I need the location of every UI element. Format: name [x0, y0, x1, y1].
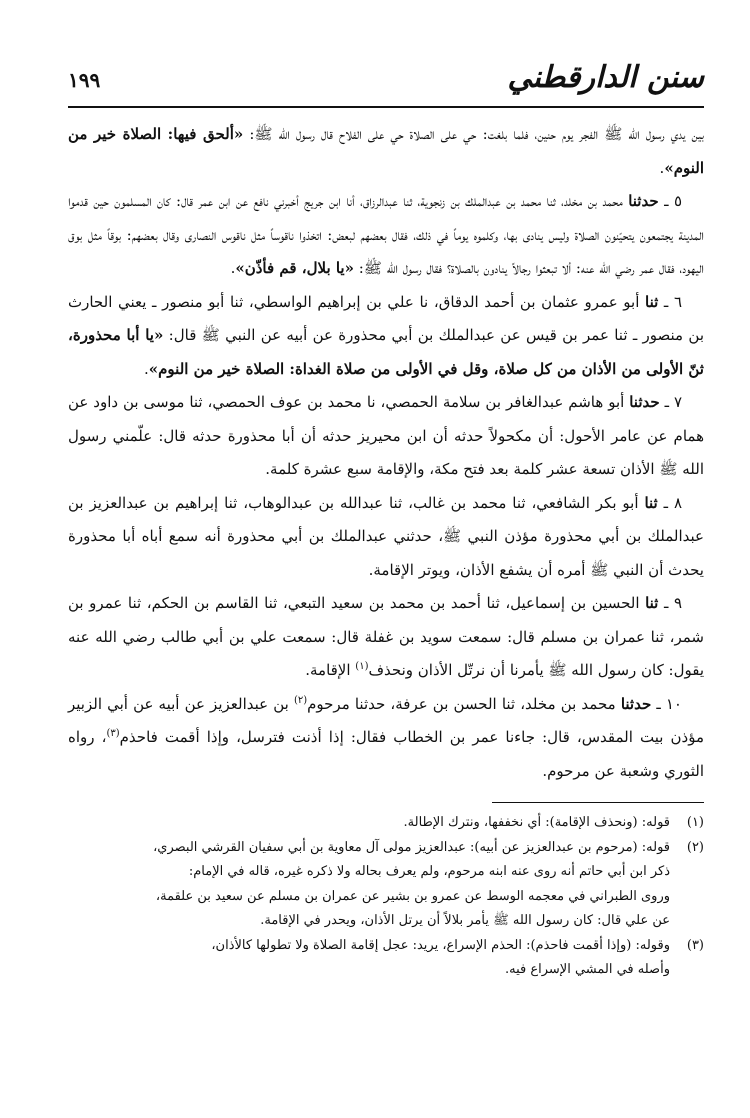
- hadith-text: بن عبدالعزيز عن أبيه عن أبي الزبير مؤذن بيت المقدس، قال: جاءنا عمر بن الخطاب فقال: إذا أذنت فترسل، وإذا أقمت فاحذم: [68, 694, 705, 746]
- footnotes: [68, 811, 704, 983]
- narration-word: ثنا: [644, 493, 658, 512]
- footnote-line: ذكر ابن أبي حاتم أنه روى عنه ابنه مرحوم، ولم يعرف بحاله ولا ذكره غيره، قاله في الإمام:: [188, 864, 670, 879]
- book-page: [68, 58, 704, 1078]
- hadith-6: [68, 286, 704, 387]
- footnote-line: وأصله في المشي الإسراع فيه.: [504, 962, 670, 977]
- hadith-number: ٥ ـ: [658, 192, 683, 210]
- hadith-10: [68, 688, 704, 789]
- narration-word: حدثنا: [620, 694, 652, 713]
- footnote-ref-2[interactable]: (٢): [293, 694, 308, 706]
- main-text: [68, 118, 704, 788]
- hadith-text-end: ، رواه الثوري وشعبة عن مرحوم.: [68, 728, 704, 780]
- footnote-ref-3[interactable]: (٣): [106, 728, 120, 739]
- hadith-quote: «يا أبا محذورة، ثنّ الأولى من الأذان من كل صلاة، وقل في الأولى من صلاة الغداة: الصلاة خير من النوم»: [68, 326, 704, 378]
- footnote-divider: [492, 802, 704, 803]
- narration-word: حدثنا: [629, 393, 660, 411]
- running-title: سنن الدارقطني: [507, 60, 704, 95]
- footnote-2: [68, 836, 704, 934]
- hadith-text: أبو هاشم عبدالغافر بن سلامة الحمصي، نا محمد بن عوف الحمصي، ثنا موسى بن داود عن همام عن عامر الأحول: أن مكحولاً حدثه أن ابن محيريز حدثه أن أبا محذورة حدثه قال: علّمني رسول الله ﷺ الأذان تسعة عشر كلمة بعد فتح مكة، والإقامة سبع عشرة كلمة.: [68, 393, 704, 478]
- footnote-text: [68, 836, 670, 934]
- footnote-ref-1[interactable]: (١): [355, 661, 369, 672]
- hadith-number: ٨ ـ: [657, 493, 682, 512]
- hadith-text: أبو بكر الشافعي، ثنا محمد بن غالب، ثنا عبدالله بن عبدالوهاب، ثنا إبراهيم بن عبدالعزيز بن عبدالملك بن أبي محذورة مؤذن النبي ﷺ، حدثني عبدالملك بن أبي محذورة أنه سمع أباه أبا محذورة يحدث أن النبي ﷺ أمره أن يشفع الأذان، ويوتر الإقامة.: [68, 493, 704, 579]
- footnote-number: (١): [686, 815, 704, 830]
- footnote-text: [68, 811, 670, 836]
- hadith-text: الحسين بن إسماعيل، ثنا أحمد بن محمد بن سعيد التبعي، ثنا القاسم بن الحكم، ثنا عمرو بن شمر، ثنا عمران بن مسلم قال: سمعت سويد بن غفلة قال: سمعت علي بن أبي طالب رضي الله عنه يقول: كان رسول الله ﷺ يأمرنا أن نرتّل الأذان ونحذف: [68, 594, 704, 679]
- footnote-number: (٣): [686, 937, 704, 953]
- footnote-line: عن علي قال: كان رسول الله ﷺ يأمر بلالاً أن يرتل الأذان، ويحدر في الإقامة.: [260, 913, 670, 928]
- hadith-quote: «يا بلال، قم فأذّن»: [235, 259, 354, 277]
- hadith-5: [68, 185, 704, 286]
- punctuation: .: [143, 359, 149, 378]
- footnote-1: [68, 811, 704, 836]
- footnote-line: وقوله: (وإذا أقمت فاحذم): الحذم الإسراع، يريد: عجل إقامة الصلاة ولا تطولها كالأذان،: [211, 937, 670, 953]
- hadith-text: محمد بن مخلد، ثنا الحسن بن عرفة، حدثنا مرحوم: [307, 694, 621, 713]
- hadith-text: محمد بن مخلد، ثنا محمد بن عبدالملك بن زنجوية، ثنا عبدالرزاق، أنا ابن جريج أخبرني نافع عن ابن عمر قال: كان المسلمون حين قدموا المدينة يجتمعون يتحيّنون الصلاة وليس ينادى بها، وكلموه يوماً في ذلك، فقال بعضهم لبعض: اتخذوا ناقوساً مثل ناقوس النصارى وقال بعضهم: بوقاً مثل بوق اليهود، فقال عمر رضي الله عنه: ألا تبعثوا رجالاً ينادون بالصلاة؟ فقال رسول الله ﷺ:: [68, 192, 704, 277]
- hadith-number: ٦ ـ: [658, 292, 682, 311]
- hadith-quote: «ألحق فيها: الصلاة خير من النوم»: [68, 125, 704, 177]
- narration-word: ثنا: [645, 292, 659, 311]
- hadith-8: [68, 487, 704, 588]
- hadith-text-end: الإقامة.: [305, 661, 356, 679]
- hadith-9: [68, 587, 704, 688]
- page-number: ١٩٩: [68, 68, 101, 92]
- footnote-line: قوله: (مرحوم بن عبدالعزيز عن أبيه): عبدالعزيز مولى آل معاوية بن أبي سفيان القرشي البصري،: [153, 839, 670, 855]
- narration-word: حدثنا: [628, 192, 659, 210]
- footnote-line: قوله: (ونحذف الإقامة): أي نخففها، ونترك الإطالة.: [403, 815, 670, 830]
- paragraph-line: رسول الله ﷺ:: [243, 125, 315, 143]
- paragraph-continuation: [68, 118, 704, 185]
- hadith-number: ١٠ ـ: [651, 694, 682, 713]
- header-divider: [68, 106, 704, 108]
- hadith-number: ٧ ـ: [659, 393, 682, 411]
- page-header: [68, 58, 704, 110]
- hadith-7: [68, 386, 704, 487]
- punctuation: .: [230, 259, 236, 277]
- footnote-line: وروى الطبراني في معجمه الوسط عن عمرو بن بشير عن عمران بن مسلم عن سعيد بن علقمة،: [155, 888, 670, 904]
- hadith-text: أبو عمرو عثمان بن أحمد الدقاق، نا علي بن إبراهيم الواسطي، ثنا أبو منصور ـ يعني الحارث بن منصور ـ ثنا عمر بن قيس عن عبدالملك بن أبي محذورة عن أبيه عن النبي ﷺ قال:: [68, 292, 704, 344]
- hadith-number: ٩ ـ: [658, 594, 682, 612]
- footnote-text: [68, 934, 670, 983]
- footnote-3: [68, 934, 704, 983]
- punctuation: .: [659, 158, 665, 177]
- paragraph-line: بين يدي رسول الله ﷺ الفجر يوم حنين، فلما بلغت: حي على الصلاة حي على الفلاح قال: [320, 125, 704, 143]
- narration-word: ثنا: [645, 594, 659, 612]
- footnote-number: (٢): [686, 839, 704, 855]
